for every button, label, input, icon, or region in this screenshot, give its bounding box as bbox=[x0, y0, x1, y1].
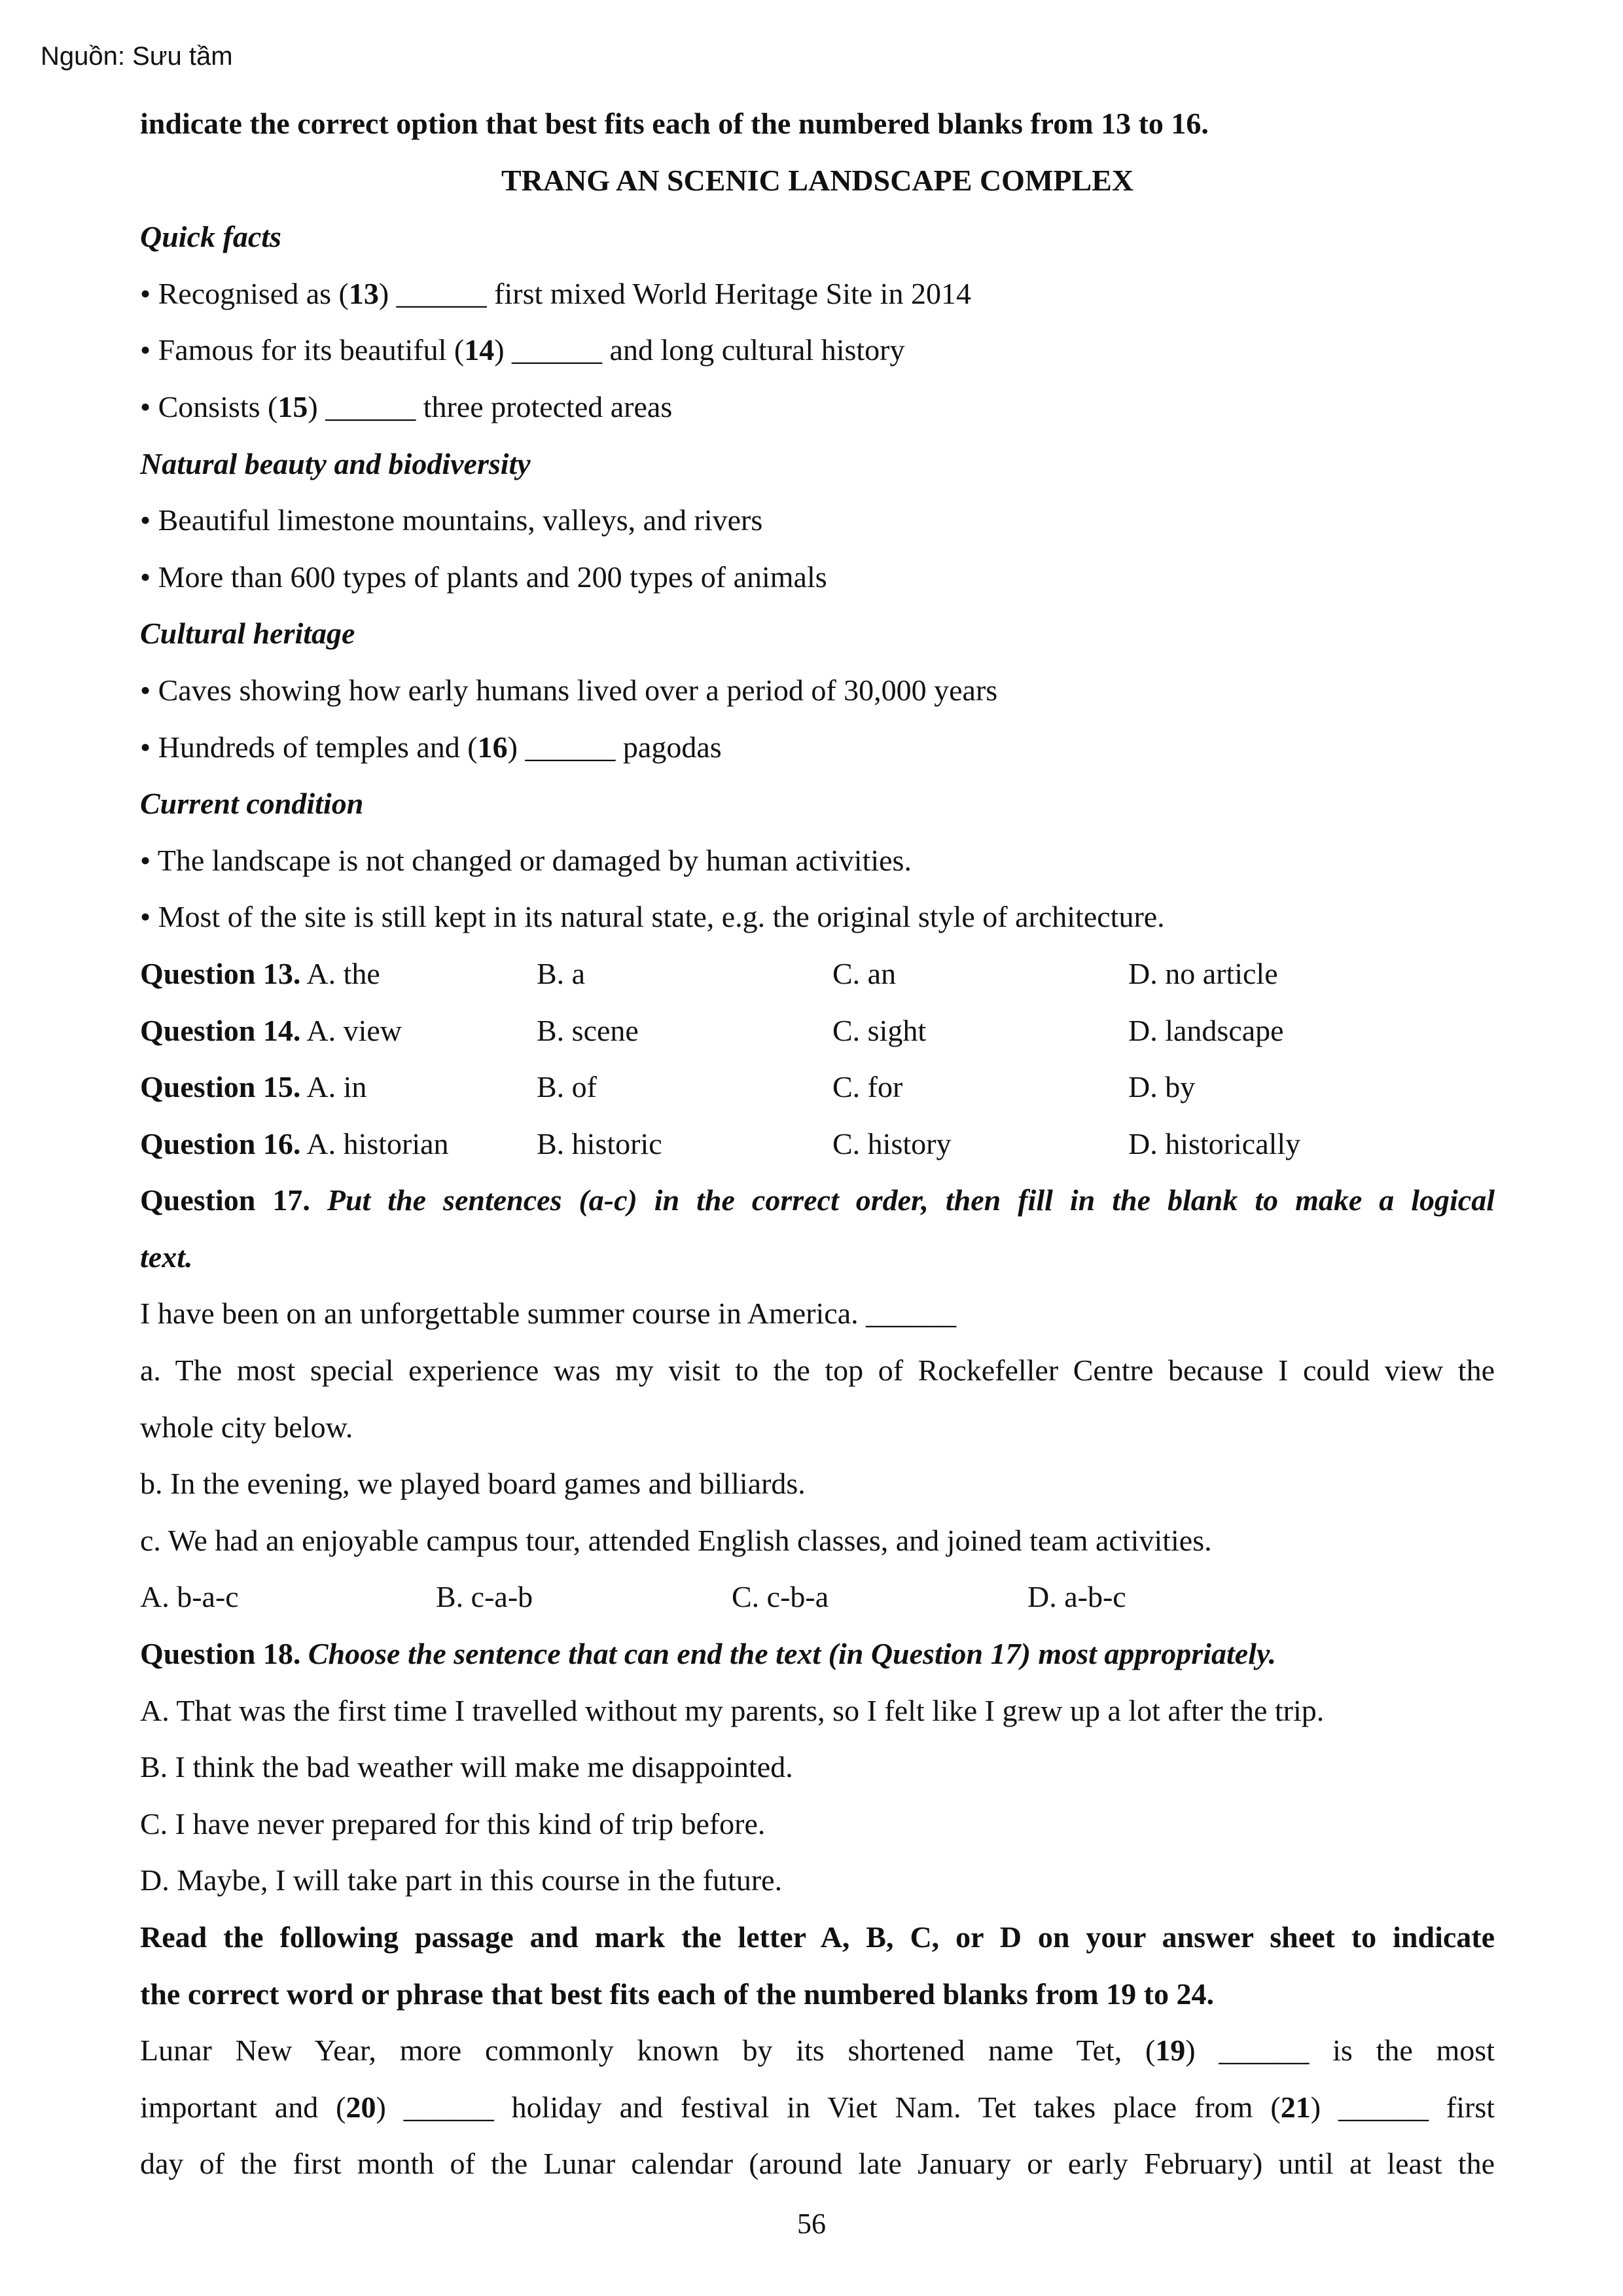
sentence-b: b. In the evening, we played board games and billiards. bbox=[140, 1467, 806, 1501]
passage-line-1: Lunar New Year, more commonly known by its shortened name Tet, (19) ______ is the most bbox=[140, 2034, 1495, 2068]
question-18-instruction: Question 18. Choose the sentence that can end the text (in Question 17) most appropriately. bbox=[140, 1637, 1277, 1671]
question-17-intro: I have been on an unforgettable summer course in America. ______ bbox=[140, 1297, 957, 1331]
question-17-instruction: Question 17. Put the sentences (a-c) in the correct order, then fill in the blank to make a logical bbox=[140, 1183, 1495, 1217]
natural-bullet-2: • More than 600 types of plants and 200 types of animals bbox=[140, 560, 827, 594]
option-c[interactable]: C. an bbox=[832, 956, 897, 990]
option-c[interactable]: C. for bbox=[832, 1070, 903, 1104]
passage-line-2: important and (20) ______ holiday and festival in Viet Nam. Tet takes place from (21) ______ first bbox=[140, 2090, 1495, 2124]
option-d[interactable]: D. a-b-c bbox=[1027, 1580, 1126, 1614]
option-b[interactable]: B. a bbox=[537, 956, 586, 990]
option-c[interactable]: C. history bbox=[832, 1126, 952, 1160]
question-13: Question 13. A. the B. a C. an D. no article bbox=[140, 946, 1495, 1003]
question-18-option-b[interactable]: B. I think the bad weather will make me disappointed. bbox=[140, 1750, 793, 1784]
option-b[interactable]: B. c-a-b bbox=[436, 1580, 533, 1614]
natural-heading: Natural beauty and biodiversity bbox=[140, 446, 531, 480]
option-d[interactable]: D. historically bbox=[1128, 1126, 1301, 1160]
option-b[interactable]: B. of bbox=[537, 1070, 597, 1104]
option-b[interactable]: B. historic bbox=[537, 1126, 662, 1160]
option-b[interactable]: B. scene bbox=[537, 1013, 639, 1047]
option-a[interactable]: A. b-a-c bbox=[140, 1580, 239, 1614]
option-a[interactable]: A. view bbox=[306, 1013, 402, 1047]
passage-instruction: Read the following passage and mark the letter A, B, C, or D on your answer sheet to indicate bbox=[140, 1920, 1495, 1954]
natural-bullet-1: • Beautiful limestone mountains, valleys, and rivers bbox=[140, 503, 763, 537]
source-note: Nguồn: Sưu tầm bbox=[41, 42, 233, 71]
leaflet-title: TRANG AN SCENIC LANDSCAPE COMPLEX bbox=[501, 163, 1134, 197]
question-17-instruction-cont: text. bbox=[140, 1240, 193, 1274]
quick-facts-heading: Quick facts bbox=[140, 220, 281, 254]
option-d[interactable]: D. by bbox=[1128, 1070, 1196, 1104]
quick-fact-14: • Famous for its beautiful (14) ______ and long cultural history bbox=[140, 333, 905, 367]
option-a[interactable]: A. in bbox=[306, 1070, 367, 1104]
question-16: Question 16. A. historian B. historic C. history D. historically bbox=[140, 1116, 1495, 1173]
question-14: Question 14. A. view B. scene C. sight D. landscape bbox=[140, 1003, 1495, 1060]
sentence-c: c. We had an enjoyable campus tour, attended English classes, and joined team activities. bbox=[140, 1523, 1212, 1557]
passage-instruction-cont: the correct word or phrase that best fits each of the numbered blanks from 19 to 24. bbox=[140, 1977, 1214, 2011]
option-d[interactable]: D. no article bbox=[1128, 956, 1278, 990]
condition-bullet-1: • The landscape is not changed or damaged by human activities. bbox=[140, 843, 912, 877]
option-d[interactable]: D. landscape bbox=[1128, 1013, 1284, 1047]
document-page bbox=[140, 96, 1495, 2193]
question-18-option-a[interactable]: A. That was the first time I travelled without my parents, so I felt like I grew up a lot after the trip. bbox=[140, 1693, 1325, 1727]
cultural-heading: Cultural heritage bbox=[140, 617, 355, 651]
cultural-bullet-16: • Hundreds of temples and (16) ______ pagodas bbox=[140, 730, 722, 764]
question-17-options bbox=[140, 1569, 1495, 1626]
sentence-a: a. The most special experience was my visit to the top of Rockefeller Centre because I could view the bbox=[140, 1354, 1495, 1388]
page-number: 56 bbox=[797, 2208, 826, 2240]
instruction-13-16: indicate the correct option that best fits each of the numbered blanks from 13 to 16. bbox=[140, 107, 1209, 140]
condition-heading: Current condition bbox=[140, 787, 364, 821]
cultural-bullet-1: • Caves showing how early humans lived over a period of 30,000 years bbox=[140, 673, 998, 707]
quick-fact-13: • Recognised as (13) ______ first mixed World Heritage Site in 2014 bbox=[140, 276, 971, 310]
option-c[interactable]: C. sight bbox=[832, 1013, 927, 1047]
sentence-a-cont: whole city below. bbox=[140, 1410, 353, 1444]
quick-fact-15: • Consists (15) ______ three protected areas bbox=[140, 389, 673, 423]
question-18-option-d[interactable]: D. Maybe, I will take part in this course in the future. bbox=[140, 1863, 783, 1897]
question-18-option-c[interactable]: C. I have never prepared for this kind of trip before. bbox=[140, 1806, 766, 1840]
option-a[interactable]: A. historian bbox=[306, 1126, 449, 1160]
question-15: Question 15. A. in B. of C. for D. by bbox=[140, 1059, 1495, 1116]
option-a[interactable]: A. the bbox=[306, 956, 380, 990]
passage-line-3: day of the first month of the Lunar calendar (around late January or early February) until at least the bbox=[140, 2147, 1495, 2181]
condition-bullet-2: • Most of the site is still kept in its natural state, e.g. the original style of architecture. bbox=[140, 900, 1165, 934]
option-c[interactable]: C. c-b-a bbox=[732, 1580, 829, 1614]
